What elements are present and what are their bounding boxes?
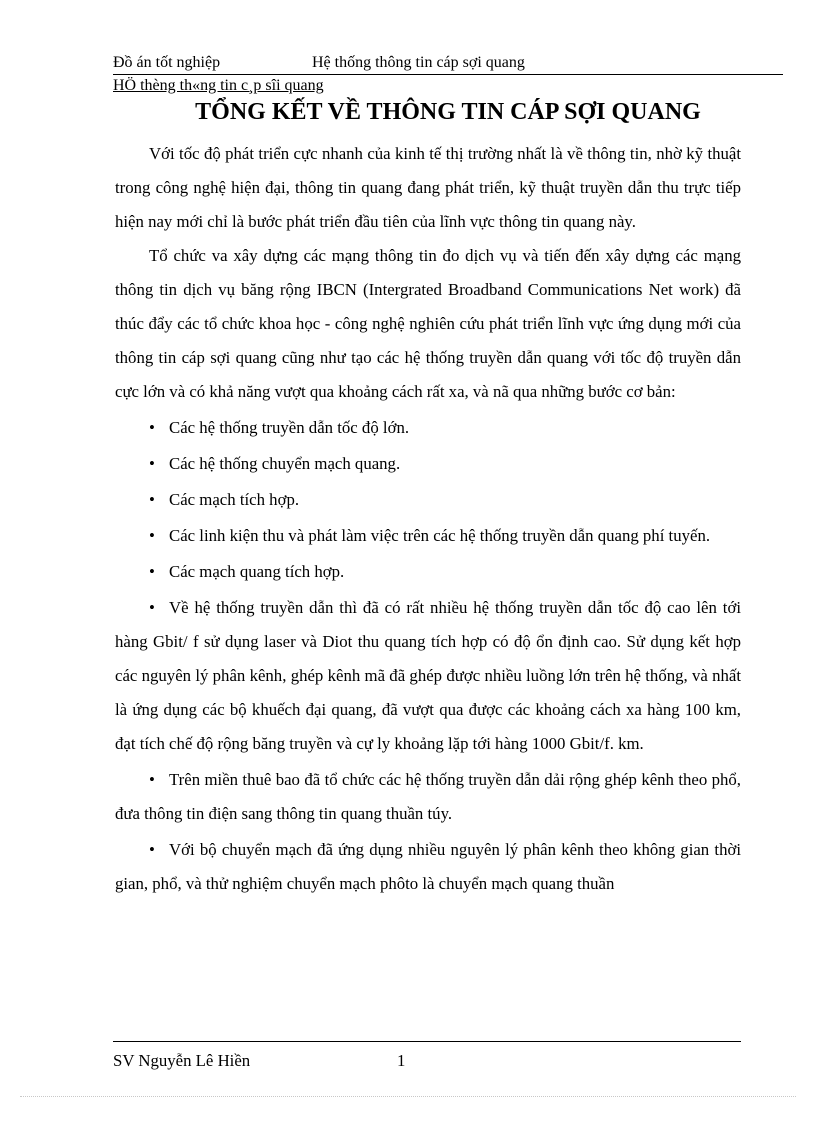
list-item <box>115 833 741 901</box>
paragraph: Tổ chức va xây dựng các mạng thông tin đo dịch vụ và tiến đến xây dựng các mạng thông tin dịch vụ băng rộng IBCN (Intergrated Broadband Communications Net work) đã thúc đẩy các tổ chức khoa học - công nghệ nghiên cứu phát triển lĩnh vực ứng dụng mới của thông tin cáp sợi quang cũng như tạo các hệ thống truyền dẫn quang với tốc độ truyền dẫn cực lớn và có khả năng vượt qua khoảng cách rất xa, và nã qua những bước cơ bản: <box>115 246 741 401</box>
list-item-text: Trên miền thuê bao đã tổ chức các hệ thống truyền dẫn dải rộng ghép kênh theo phổ, đưa thông tin điện sang thông tin quang thuần túy. <box>115 770 741 823</box>
page-title: TỔNG KẾT VỀ THÔNG TIN CÁP SỢI QUANG <box>195 99 701 125</box>
list-item-text: Các linh kiện thu và phát làm việc trên các hệ thống truyền dẫn quang phí tuyến. <box>169 526 711 545</box>
list-item-text: Các mạch tích hợp. <box>169 490 300 509</box>
page-break-line <box>20 1096 796 1097</box>
list-item-text: Các mạch quang tích hợp. <box>169 562 345 581</box>
list-item <box>115 555 741 589</box>
bullet-icon: • <box>149 490 155 509</box>
bullet-icon: • <box>149 418 155 437</box>
header-right-text: Hệ thống thông tin cáp sợi quang <box>312 54 525 71</box>
page-header <box>113 52 783 75</box>
list-item-text: Với bộ chuyển mạch đã ứng dụng nhiều nguyên lý phân kênh theo không gian thời gian, phổ, và thử nghiệm chuyển mạch phôto là chuyển mạch quang thuần <box>115 840 741 893</box>
paragraph: Với tốc độ phát triển cực nhanh của kinh tế thị trường nhất là về thông tin, nhờ kỹ thuật trong công nghệ hiện đại, thông tin quang đang phát triển, kỹ thuật truyền dẫn thu trực tiếp hiện nay mới chỉ là bước phát triển đầu tiên của lĩnh vực thông tin quang này. <box>115 144 741 231</box>
bullet-icon: • <box>149 454 155 473</box>
list-item-text: Về hệ thống truyền dẫn thì đã có rất nhiều hệ thống truyền dẫn tốc độ cao lên tới hàng Gbit/ f sử dụng laser và Diot thu quang tích hợp có độ ổn định cao. Sử dụng kết hợp các nguyên lý phân kênh, ghép kênh mã đã ghép được nhiều luồng lớn trên hệ thống, và nhất là ứng dụng các bộ khuếch đại quang, đã vượt qua được các khoảng cách xa hàng 100 km, đạt tích chế độ rộng băng truyền và cự ly khoảng lặp tới hàng 1000 Gbit/f. km. <box>115 598 741 753</box>
bullet-icon: • <box>149 840 155 859</box>
bullet-icon: • <box>149 770 155 789</box>
bullet-icon: • <box>149 526 155 545</box>
list-item <box>115 447 741 481</box>
list-item <box>115 483 741 517</box>
header-left-text: Đồ án tốt nghiệp <box>113 54 221 71</box>
list-item <box>115 763 741 831</box>
bullet-icon: • <box>149 562 155 581</box>
footer-author: SV Nguyễn Lê Hiền <box>113 1051 251 1070</box>
bullet-icon: • <box>149 598 155 617</box>
list-item-text: Các hệ thống chuyển mạch quang. <box>169 454 401 473</box>
list-item <box>115 591 741 761</box>
list-item-text: Các hệ thống truyền dẫn tốc độ lớn. <box>169 418 410 437</box>
document-body <box>115 137 741 901</box>
header-subtitle: HÖ thèng th«ng tin c¸p sîi quang <box>113 77 324 94</box>
list-item <box>115 411 741 445</box>
list-item <box>115 519 741 553</box>
page-number: 1 <box>397 1051 406 1070</box>
footer-divider <box>113 1041 741 1042</box>
